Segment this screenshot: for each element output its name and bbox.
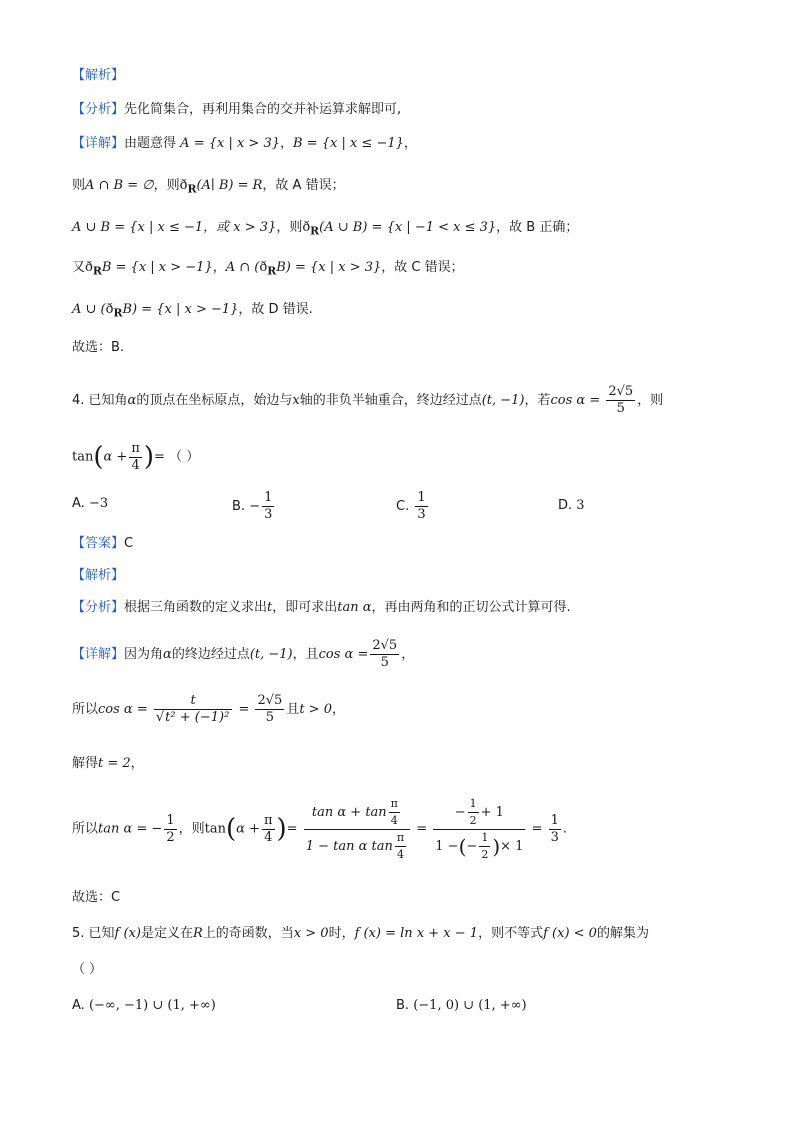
question-5-stem: 5. 已知f (x)是定义在R上的奇函数，当x > 0时，f (x) = ln x + x − 1，则不等式f (x) < 0的解集为 [72,926,649,941]
option-5a[interactable]: A. (−∞, −1) ∪ (1, +∞) [72,998,216,1013]
detail-q3-line4: 又$ð_RB = \{x$ | x > −1}，A ∩ $(ð_RB) = \{x$ | x > 3}，故 C 错误； [72,260,464,278]
answer-q4: 【答案】C [72,536,134,551]
jiexi-heading-q3: 【解析】 [72,68,125,83]
detail-q4-line2: 所以cos α = $\frac{t}{\text{√t² + (−1)²}}$ = $\frac{2√5}{5}$ 且t > 0， [72,693,345,725]
detail-q4-line3: 解得t = 2， [72,756,144,771]
analysis-q3: 【分析】先化简集合，再利用集合的交并补运算求解即可, [72,102,402,117]
detail-q3-line1: 【详解】由题意得 A = {x | x > 3}，B = {x | x ≤ −1}， [72,136,417,151]
jiexi-heading-q4: 【解析】 [72,568,125,583]
tan-sum-formula-fraction: tan α + tan $\frac{\pi}{4}$ 1 − tan α tan $\frac{\pi}{4}$ [304,796,410,863]
question-4-stem: 4. 已知角α的顶点在坐标原点，始边与x轴的非负半轴重合，终边经过点(t, −1)，若cos α = $\frac{2√5}{5}$ ，则 [72,384,664,416]
option-4d[interactable]: D. 3 [558,498,585,513]
detail-q4-line4: 所以tan α = − $\frac{1}{2}$ ，则tan(α + $\frac{\pi}{4}$ )= tan α + tan $\frac{\pi}{4}$ 1 − tan α tan $\frac{\pi}{4}$ = − $\frac{1}{2}$ + 1 1 −(− $\frac{1}{2}$ )× 1 = $\frac{1}{3}$ . [72,796,568,861]
question-4-expression: tan(α + $\frac{\pi}{4}$ )= （ ） [72,440,200,473]
analysis-q4: 【分析】根据三角函数的定义求出t，即可求出tan α，再由两角和的正切公式计算可得. [72,600,571,615]
detail-q4-line1: 【详解】因为角α的终边经过点(t, −1)，且cos α = $\frac{2√5}{5}$ ， [72,638,415,670]
detail-q3-line2: 则A ∩ B = ∅，则$ð_R(A∣$ B) = R，故 A 错误； [72,178,345,196]
numeric-substitution-fraction: − $\frac{1}{2}$ + 1 1 −(− $\frac{1}{2}$ )× 1 [435,796,524,861]
fraction-2root5-over-5: $\frac{2√5}{5}$ [608,384,634,416]
question-5-blank: （ ） [72,962,103,977]
detail-q3-line3: A ∪ B = {x | x ≤ −1，或 x > 3}，则$ð_R(A$ ∪ B) = {x | −1 < x ≤ 3}，故 B 正确； [72,220,579,238]
detail-q3-line5: A ∪ $(ð_RB) = \{x$ | x > −1}，故 D 错误. [72,302,313,320]
option-4c[interactable]: C. $\frac{1}{3}$ [396,490,426,522]
option-4a[interactable]: A. −3 [72,496,109,511]
answer-q3: 故选：B. [72,340,125,355]
answer-q4-choice: 故选：C [72,890,121,905]
option-4b[interactable]: B. − $\frac{1}{3}$ [232,490,273,522]
option-5b[interactable]: B. (−1, 0) ∪ (1, +∞) [396,998,527,1013]
